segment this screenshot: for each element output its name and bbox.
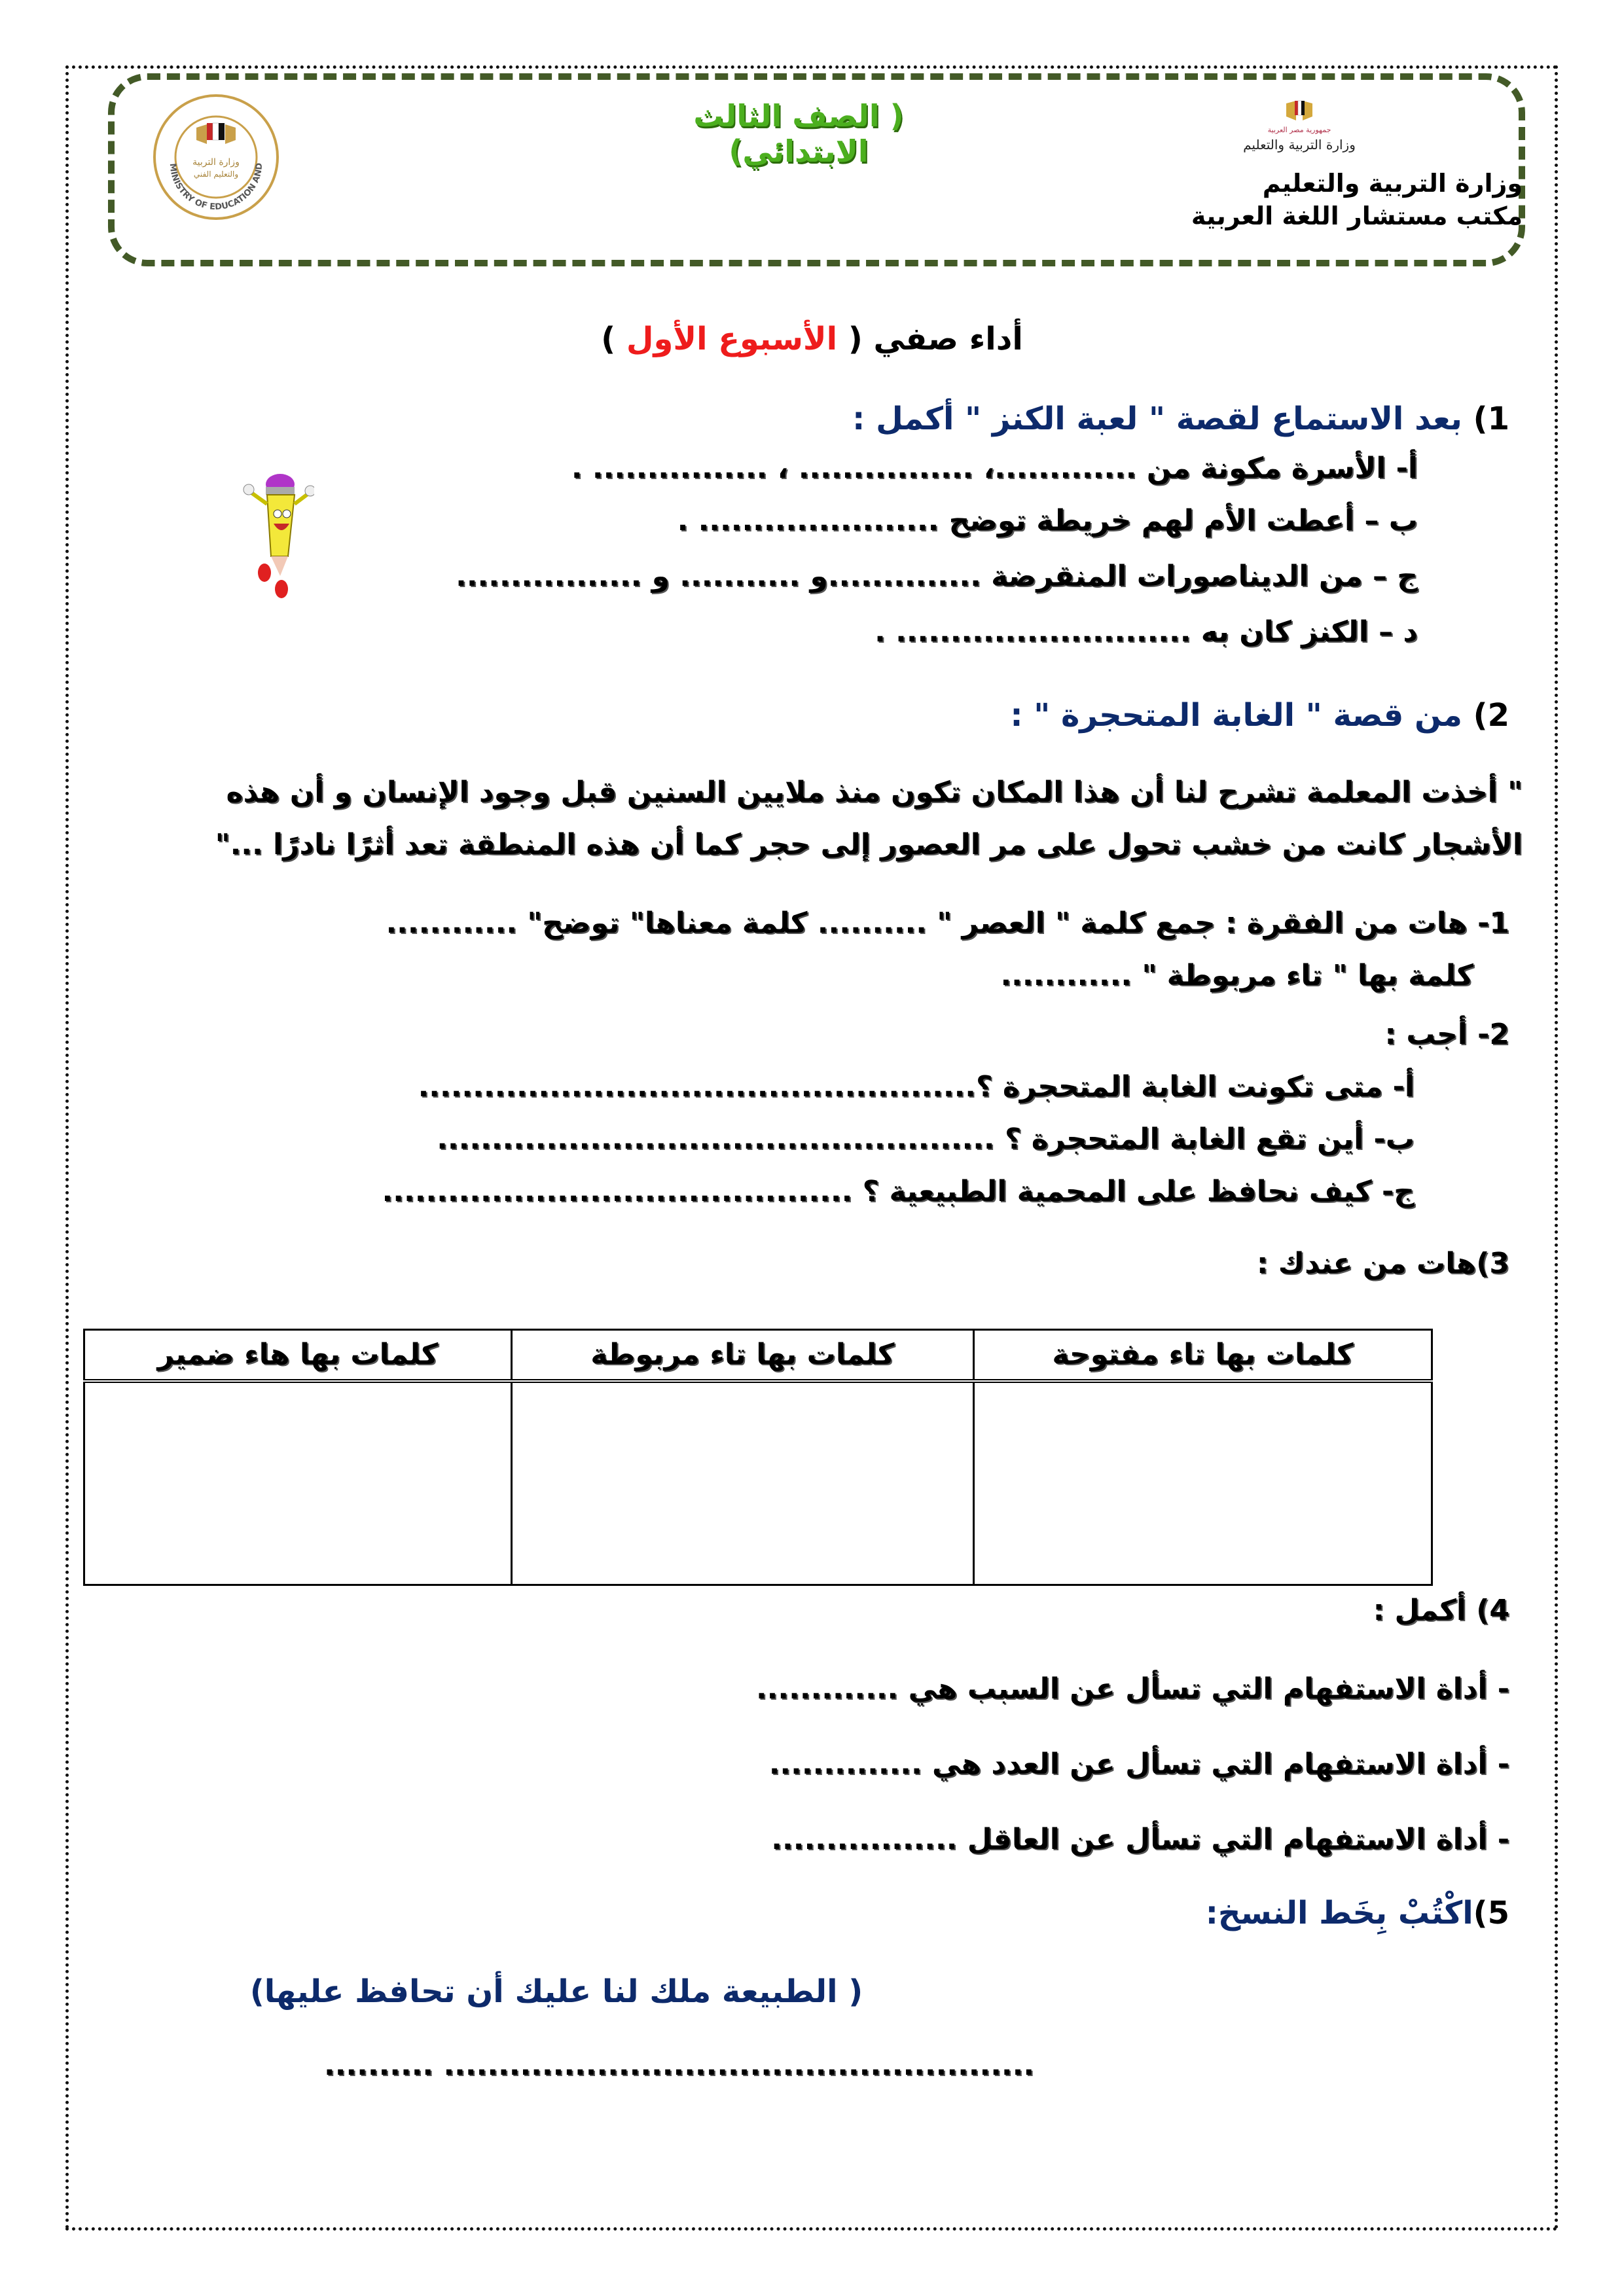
q1-item-d: د – الكنز كان به ........................... . (875, 615, 1418, 649)
q2-sub1-line2: كلمة بها " تاء مربوطة " ............ (1000, 959, 1473, 992)
q4-item-number: - أداة الاستفهام التي تسأل عن العدد هي .............. (768, 1748, 1509, 1781)
worksheet-subtitle (0, 321, 1624, 357)
q5-number: 5) (1473, 1895, 1509, 1931)
q2-sub2-item-c: ج- كيف نحافظ على المحمية الطبيعية ؟ ........................................... (382, 1175, 1415, 1208)
q1-heading (852, 401, 1509, 437)
answer-cell-open-taa[interactable] (973, 1381, 1432, 1585)
q4-item-reason: - أداة الاستفهام التي تسأل عن السبب هي ............. (755, 1672, 1509, 1706)
copy-answer-line[interactable]: ...................................................... .......... (324, 2049, 1035, 2082)
q1-item-b: ب – أعطت الأم لهم خريطة توضح ...................... . (677, 504, 1418, 537)
subtitle-prefix: أداء صفي ( (848, 321, 1023, 357)
svg-text:والتعليم الفني: والتعليم الفني (193, 170, 239, 179)
ministry-line2: مكتب مستشار اللغة العربية (1191, 202, 1523, 230)
grade-title: ( الصف الثالث الابتدائي) (693, 98, 904, 169)
passage-line-1: " أخذت المعلمة تشرح لنا أن هذا المكان تكون منذ ملايين السنين قبل وجود الإنسان و أن هذه (226, 776, 1523, 809)
q2-sub1-line1: 1- هات من الفقرة : جمع كلمة " العصر " .......... كلمة معناها" توضح" ............ (386, 906, 1509, 940)
q4-number: 4) (1476, 1594, 1509, 1627)
q3-heading (1257, 1247, 1509, 1280)
ministry-seal-icon (151, 92, 281, 223)
column-header-tied-taa: كلمات بها تاء مربوطة (511, 1330, 973, 1381)
q3-number: 3) (1476, 1247, 1509, 1280)
answer-cell-pronoun-haa[interactable] (84, 1381, 512, 1585)
pencil-mascot-icon (242, 458, 314, 602)
q2-number: 2) (1473, 697, 1509, 734)
q2-sub2-item-b: ب- أين تقع الغابة المتحجرة ؟ ................................................... (437, 1122, 1415, 1156)
q1-item-a: أ- الأسرة مكونة من .............، ................ ، ................ . (571, 452, 1418, 485)
q2-sub2-title: 2- أجب : (1384, 1018, 1509, 1051)
subtitle-suffix: ) (601, 321, 616, 357)
passage-line-2: الأشجار كانت من خشب تحول على مر العصور إلى حجر كما أن هذه المنطقة تعد أثرًا نادرًا ..." (215, 828, 1523, 861)
q4-item-person: - أداة الاستفهام التي تسأل عن العاقل ................. (771, 1823, 1509, 1856)
column-header-open-taa: كلمات بها تاء مفتوحة (973, 1330, 1432, 1381)
egypt-eagle-emblem-icon (1224, 92, 1375, 157)
q5-title: اكْتُبْ بِخَط النسخ: (1205, 1895, 1473, 1931)
q5-heading (1206, 1895, 1509, 1931)
svg-text:وزارة التربية والتعليم: وزارة التربية والتعليم (1243, 137, 1356, 152)
q1-number: 1) (1473, 401, 1509, 437)
q2-sub2-item-a: أ- متى تكونت الغابة المتحجرة ؟................................................... (418, 1070, 1415, 1103)
q4-heading (1373, 1594, 1509, 1627)
copy-sentence: ( الطبيعة ملك لنا عليك أن تحافظ عليها) (249, 1973, 863, 2010)
q3-title: هات من عندك : (1256, 1247, 1477, 1280)
ministry-line1: وزارة التربية والتعليم (1262, 169, 1523, 198)
q2-title: من قصة " الغابة المتحجرة " : (1010, 697, 1462, 734)
q2-heading (1010, 697, 1509, 734)
q1-item-c: ج – من الديناصورات المنقرضة ..............و ........... و ................. (456, 560, 1418, 593)
ministry-name (1191, 167, 1523, 232)
svg-text:MINISTRY OF EDUCATION AND TECH: MINISTRY OF EDUCATION AND (167, 162, 265, 213)
column-header-pronoun-haa: كلمات بها هاء ضمير (84, 1330, 512, 1381)
week-label: الأسبوع الأول (626, 321, 838, 357)
svg-text:وزارة التربية: وزارة التربية (192, 157, 240, 168)
q1-title: بعد الاستماع لقصة " لعبة الكنز " أكمل : (852, 401, 1462, 437)
answer-cell-tied-taa[interactable] (511, 1381, 973, 1585)
words-table (83, 1329, 1433, 1586)
svg-text:جمهورية مصر العربية: جمهورية مصر العربية (1267, 126, 1331, 134)
q4-title: أكمل : (1373, 1594, 1466, 1627)
